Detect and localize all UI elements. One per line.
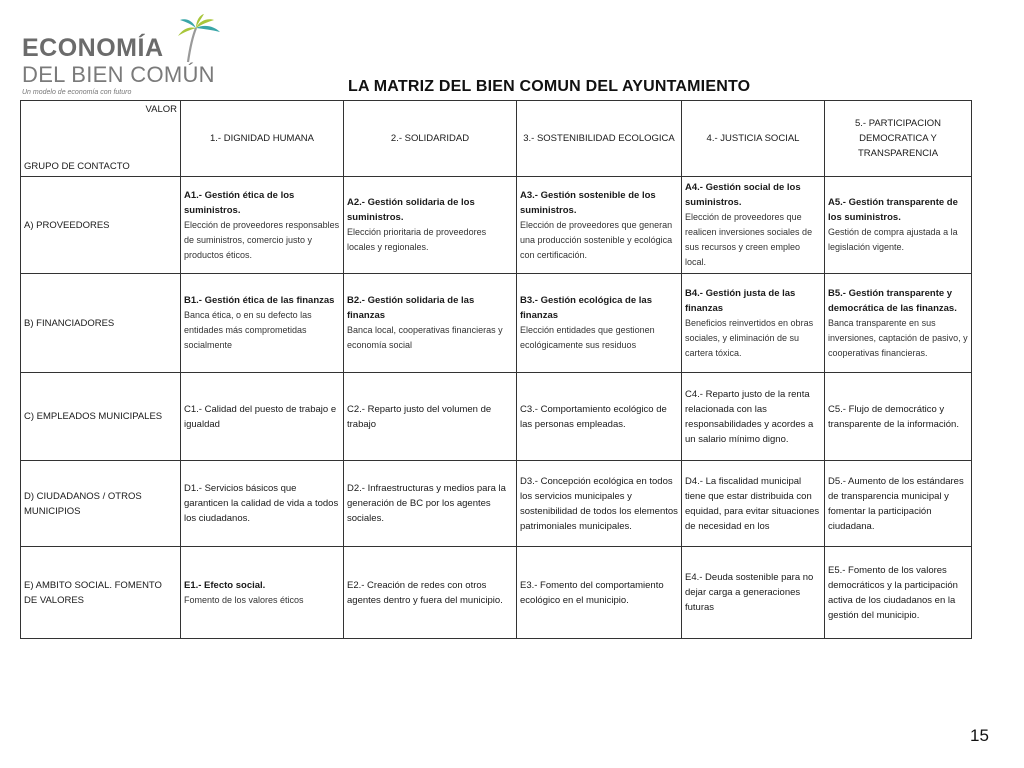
row-header: D) CIUDADANOS / OTROS MUNICIPIOS: [21, 461, 181, 547]
row-header: A) PROVEEDORES: [21, 177, 181, 274]
matrix-cell: [825, 274, 972, 373]
matrix-cell: C3.- Comportamiento ecológico de las personas empleadas.: [517, 373, 682, 461]
matrix-cell: [181, 177, 344, 274]
cell-title: B2.- Gestión solidaria de las finanzas: [347, 295, 475, 321]
matrix-cell: D3.- Concepción ecológica en todos los servicios municipales y sostenibilidad de todos los elementos patrimoniales municipales.: [517, 461, 682, 547]
matrix-row: [21, 373, 972, 461]
matrix-row: [21, 547, 972, 639]
logo-line2: DEL BIEN COMÚN: [22, 62, 215, 87]
row-header: E) AMBITO SOCIAL. FOMENTO DE VALORES: [21, 547, 181, 639]
cell-title: A2.- Gestión solidaria de los suministros.: [347, 197, 475, 223]
bien-comun-matrix: [20, 100, 972, 639]
matrix-cell: [344, 274, 517, 373]
column-header: 5.- PARTICIPACION DEMOCRATICA Y TRANSPARENCIA: [825, 101, 972, 177]
cell-description: Fomento de los valores éticos: [184, 594, 304, 605]
matrix-cell: E5.- Fomento de los valores democráticos y la participación activa de los ciudadanos en la gestión del municipio.: [825, 547, 972, 639]
matrix-cell: E4.- Deuda sostenible para no dejar carga a generaciones futuras: [682, 547, 825, 639]
group-label: GRUPO DE CONTACTO: [24, 161, 130, 172]
matrix-corner-cell: [21, 101, 181, 177]
matrix-cell: D5.- Aumento de los estándares de transparencia municipal y fomentar la participación ciudadana.: [825, 461, 972, 547]
matrix-cell: D2.- Infraestructuras y medios para la generación de BC por los agentes sociales.: [344, 461, 517, 547]
matrix-cell: [517, 274, 682, 373]
cell-description: Banca transparente en sus inversiones, captación de pasivo, y cooperativas financieras.: [828, 317, 968, 358]
matrix-cell: [181, 274, 344, 373]
matrix-cell: [825, 177, 972, 274]
cell-title: B4.- Gestión justa de las finanzas: [685, 287, 796, 314]
matrix-cell: D1.- Servicios básicos que garanticen la calidad de vida a todos los ciudadanos.: [181, 461, 344, 547]
page-number: 15: [970, 726, 989, 745]
cell-title: B1.- Gestión ética de las finanzas: [184, 295, 335, 306]
cell-description: Elección prioritaria de proveedores locales y regionales.: [347, 227, 487, 252]
cell-description: Gestión de compra ajustada a la legislación vigente.: [828, 227, 958, 252]
matrix-cell: E3.- Fomento del comportamiento ecológico en el municipio.: [517, 547, 682, 639]
cell-title: A3.- Gestión sostenible de los suministros.: [520, 189, 656, 216]
cell-title: B5.- Gestión transparente y democrática de las finanzas.: [828, 287, 957, 314]
matrix-cell: D4.- La fiscalidad municipal tiene que estar distribuida con equidad, para evitar situaciones de necesidad en los: [682, 461, 825, 547]
matrix-cell: C2.- Reparto justo del volumen de trabajo: [344, 373, 517, 461]
cell-title: E1.- Efecto social.: [184, 579, 266, 591]
matrix-cell: C4.- Reparto justo de la renta relacionada con las responsabilidades y acordes a un salario mínimo digno.: [682, 373, 825, 461]
cell-description: Banca local, cooperativas financieras y economía social: [347, 325, 503, 350]
column-header: 3.- SOSTENIBILIDAD ECOLOGICA: [517, 101, 682, 177]
logo: [22, 14, 252, 100]
cell-title: B3.- Gestión ecológica de las finanzas: [520, 295, 652, 321]
row-header: C) EMPLEADOS MUNICIPALES: [21, 373, 181, 461]
matrix-row: [21, 274, 972, 373]
cell-description: Elección de proveedores que generan una producción sostenible y ecológica con certificación.: [520, 219, 673, 260]
column-header: 4.- JUSTICIA SOCIAL: [682, 101, 825, 177]
matrix-cell: E2.- Creación de redes con otros agentes dentro y fuera del municipio.: [344, 547, 517, 639]
logo-line1: ECONOMÍA: [22, 34, 164, 62]
cell-description: Banca ética, o en su defecto las entidades más comprometidas socialmente: [184, 310, 312, 350]
page-title: LA MATRIZ DEL BIEN COMUN DEL AYUNTAMIENTO: [348, 78, 751, 95]
matrix-row: [21, 461, 972, 547]
matrix-row: [21, 177, 972, 274]
logo-tagline: Un modelo de economía con futuro: [22, 89, 132, 96]
matrix-header-row: [21, 101, 972, 177]
cell-description: Elección de proveedores que realicen inversiones sociales de sus recursos y creen empleo local.: [685, 212, 813, 267]
matrix-cell: [344, 177, 517, 274]
column-header: 1.- DIGNIDAD HUMANA: [181, 101, 344, 177]
cell-description: Beneficios reinvertidos en obras sociales, y eliminación de su cartera tóxica.: [685, 317, 814, 358]
cell-description: Elección entidades que gestionen ecológicamente sus residuos: [520, 325, 655, 350]
matrix-cell: [682, 274, 825, 373]
matrix-cell: [682, 177, 825, 274]
matrix-cell: [181, 547, 344, 639]
value-label: VALOR: [145, 104, 177, 115]
cell-title: A1.- Gestión ética de los suministros.: [184, 189, 295, 216]
matrix-cell: C5.- Flujo de democrático y transparente de la información.: [825, 373, 972, 461]
matrix-cell: [517, 177, 682, 274]
matrix-cell: C1.- Calidad del puesto de trabajo e igualdad: [181, 373, 344, 461]
cell-title: A5.- Gestión transparente de los suministros.: [828, 197, 958, 223]
cell-description: Elección de proveedores responsables de suministros, comercio justo y productos éticos.: [184, 219, 340, 260]
cell-title: A4.- Gestión social de los suministros.: [685, 182, 801, 208]
column-header: 2.- SOLIDARIDAD: [344, 101, 517, 177]
palm-tree-icon: [174, 14, 226, 64]
row-header: B) FINANCIADORES: [21, 274, 181, 373]
